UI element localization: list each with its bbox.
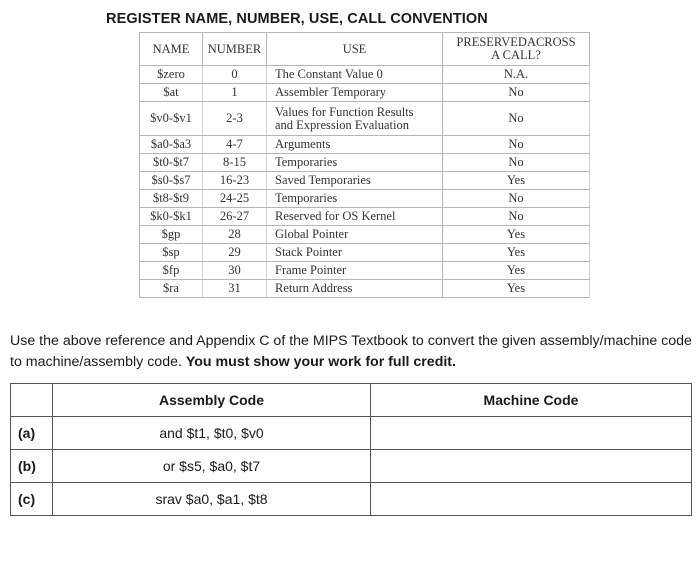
header-preserved-line2: A CALL? bbox=[491, 48, 541, 62]
register-number: 16-23 bbox=[203, 172, 267, 190]
register-number: 28 bbox=[203, 226, 267, 244]
conversion-header-row bbox=[11, 384, 692, 417]
register-row bbox=[140, 208, 590, 226]
register-number: 29 bbox=[203, 244, 267, 262]
register-name: $fp bbox=[140, 262, 203, 280]
register-row bbox=[140, 280, 590, 298]
header-label-blank bbox=[11, 384, 53, 417]
register-use: Frame Pointer bbox=[267, 262, 443, 280]
row-label: (c) bbox=[11, 483, 53, 516]
register-table-title: REGISTER NAME, NUMBER, USE, CALL CONVENTION bbox=[106, 11, 488, 27]
assembly-code-cell: or $s5, $a0, $t7 bbox=[53, 450, 371, 483]
conversion-row bbox=[11, 417, 692, 450]
instructions-text: Use the above reference and Appendix C of the MIPS Textbook to convert the given assembly/machine code to machine/assembly code. bbox=[10, 333, 692, 370]
assembly-code-cell: srav $a0, $a1, $t8 bbox=[53, 483, 371, 516]
register-use: Temporaries bbox=[267, 154, 443, 172]
register-row bbox=[140, 190, 590, 208]
machine-code-cell[interactable] bbox=[371, 483, 692, 516]
register-name: $a0-$a3 bbox=[140, 136, 203, 154]
register-number: 26-27 bbox=[203, 208, 267, 226]
register-use: Saved Temporaries bbox=[267, 172, 443, 190]
register-use: Arguments bbox=[267, 136, 443, 154]
register-number: 24-25 bbox=[203, 190, 267, 208]
register-preserved: N.A. bbox=[443, 66, 590, 84]
register-number: 0 bbox=[203, 66, 267, 84]
register-preserved: No bbox=[443, 190, 590, 208]
assembly-code-cell: and $t1, $t0, $v0 bbox=[53, 417, 371, 450]
register-preserved: Yes bbox=[443, 226, 590, 244]
register-row bbox=[140, 154, 590, 172]
register-name: $sp bbox=[140, 244, 203, 262]
machine-code-cell[interactable] bbox=[371, 417, 692, 450]
register-number: 1 bbox=[203, 84, 267, 102]
register-name: $t8-$t9 bbox=[140, 190, 203, 208]
register-preserved: No bbox=[443, 154, 590, 172]
register-table-header-row bbox=[140, 33, 590, 66]
header-assembly-code: Assembly Code bbox=[53, 384, 371, 417]
instructions-bold: You must show your work for full credit. bbox=[185, 354, 456, 370]
register-table bbox=[139, 32, 590, 298]
register-preserved: Yes bbox=[443, 172, 590, 190]
register-use: The Constant Value 0 bbox=[267, 66, 443, 84]
register-preserved: No bbox=[443, 136, 590, 154]
register-use: Stack Pointer bbox=[267, 244, 443, 262]
row-label: (b) bbox=[11, 450, 53, 483]
register-name: $ra bbox=[140, 280, 203, 298]
register-name: $at bbox=[140, 84, 203, 102]
register-use-line2: and Expression Evaluation bbox=[275, 117, 409, 132]
header-number: NUMBER bbox=[203, 33, 267, 66]
register-use: Reserved for OS Kernel bbox=[267, 208, 443, 226]
register-number: 30 bbox=[203, 262, 267, 280]
register-name: $s0-$s7 bbox=[140, 172, 203, 190]
register-use-line1: Values for Function Results bbox=[275, 104, 414, 119]
register-name: $k0-$k1 bbox=[140, 208, 203, 226]
header-name: NAME bbox=[140, 33, 203, 66]
header-use: USE bbox=[267, 33, 443, 66]
register-preserved: Yes bbox=[443, 280, 590, 298]
register-use bbox=[267, 102, 443, 136]
register-name: $v0-$v1 bbox=[140, 102, 203, 136]
register-preserved: Yes bbox=[443, 244, 590, 262]
register-row bbox=[140, 84, 590, 102]
register-number: 4-7 bbox=[203, 136, 267, 154]
register-use: Assembler Temporary bbox=[267, 84, 443, 102]
header-machine-code: Machine Code bbox=[371, 384, 692, 417]
conversion-table bbox=[10, 383, 692, 516]
register-use: Global Pointer bbox=[267, 226, 443, 244]
register-preserved: No bbox=[443, 208, 590, 226]
register-row bbox=[140, 262, 590, 280]
register-number: 8-15 bbox=[203, 154, 267, 172]
register-row bbox=[140, 172, 590, 190]
register-preserved: Yes bbox=[443, 262, 590, 280]
register-row bbox=[140, 102, 590, 136]
register-row bbox=[140, 66, 590, 84]
instructions-paragraph bbox=[10, 331, 700, 373]
register-name: $t0-$t7 bbox=[140, 154, 203, 172]
conversion-row bbox=[11, 450, 692, 483]
register-name: $gp bbox=[140, 226, 203, 244]
register-row bbox=[140, 136, 590, 154]
header-preserved bbox=[443, 33, 590, 66]
register-row bbox=[140, 226, 590, 244]
register-preserved: No bbox=[443, 102, 590, 136]
register-use: Return Address bbox=[267, 280, 443, 298]
register-number: 2-3 bbox=[203, 102, 267, 136]
conversion-row bbox=[11, 483, 692, 516]
register-use: Temporaries bbox=[267, 190, 443, 208]
row-label: (a) bbox=[11, 417, 53, 450]
register-name: $zero bbox=[140, 66, 203, 84]
register-preserved: No bbox=[443, 84, 590, 102]
header-preserved-line1: PRESERVEDACROSS bbox=[456, 35, 576, 49]
register-number: 31 bbox=[203, 280, 267, 298]
machine-code-cell[interactable] bbox=[371, 450, 692, 483]
register-row bbox=[140, 244, 590, 262]
